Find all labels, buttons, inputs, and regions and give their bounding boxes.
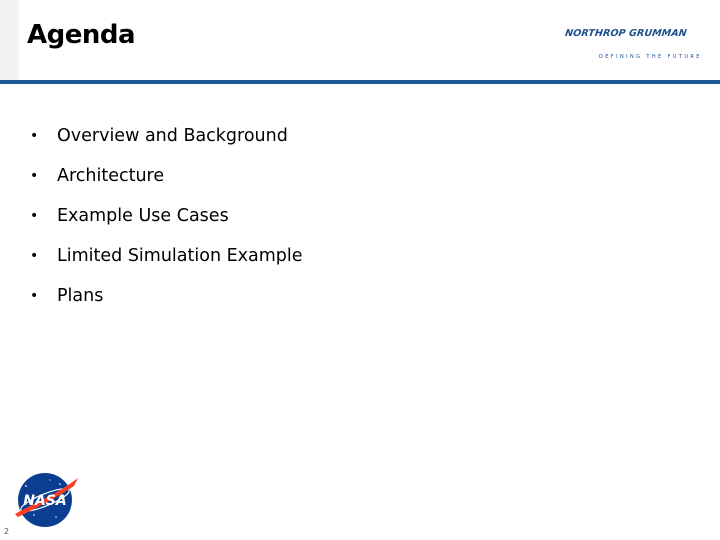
- header-divider: [0, 80, 720, 84]
- slide-title: Agenda: [27, 20, 136, 50]
- agenda-item-text: Example Use Cases: [57, 206, 229, 226]
- company-logo-tagline: DEFINING THE FUTURE: [599, 54, 702, 60]
- bullet-icon: •: [30, 288, 39, 304]
- bullet-icon: •: [30, 168, 39, 184]
- agenda-item-text: Overview and Background: [57, 126, 288, 146]
- agenda-item-text: Limited Simulation Example: [57, 246, 303, 266]
- bullet-icon: •: [30, 128, 39, 144]
- slide-margin-bar: [0, 0, 19, 80]
- nasa-logo-text: NASA: [23, 493, 67, 509]
- agenda-item-text: Architecture: [57, 166, 165, 186]
- bullet-icon: •: [30, 208, 39, 224]
- page-number: 2: [4, 527, 10, 536]
- agenda-item-text: Plans: [57, 286, 104, 306]
- company-logo-wordmark: NORTHROP GRUMMAN: [564, 28, 688, 39]
- nasa-logo-icon: [12, 470, 82, 530]
- bullet-icon: •: [30, 248, 39, 264]
